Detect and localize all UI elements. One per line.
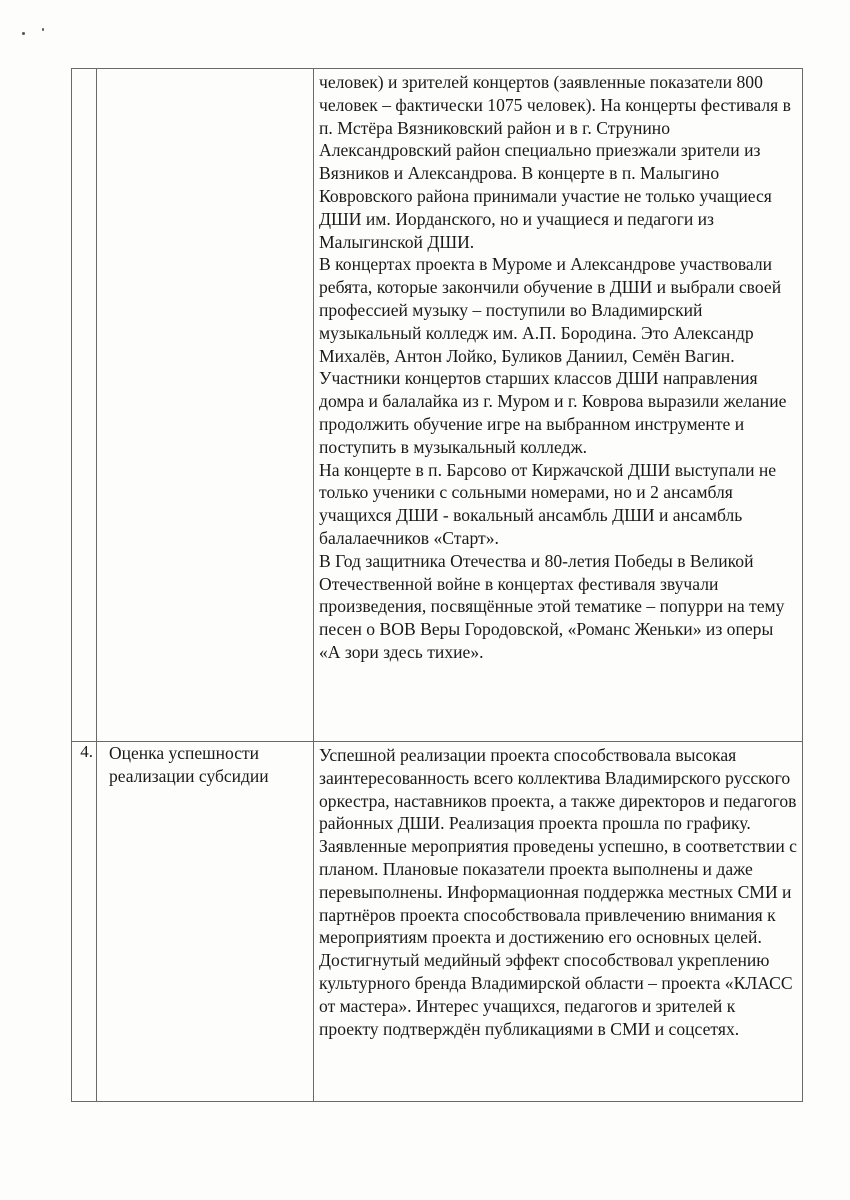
row-label: Оценка успешности реализации субсидии [109,743,269,786]
paragraph: Участники концертов старших классов ДШИ направления домра и балалайка из г. Муром и г. Коврова выразили желание продолжить обучение игре на выбранном инструменте и поступить в музыкальный колледж. [319,368,787,457]
row-content-cell [314,742,803,1102]
table-row [72,742,803,1102]
row-content [314,69,802,670]
report-table [71,68,803,1102]
row-label-cell [97,742,314,1102]
row-content [314,742,802,1046]
scan-speck [22,32,25,35]
paragraph: человек) и зрителей концертов (заявленные показатели 800 человек – фактически 1075 человек). На концерты фестиваля в п. Мстёра Вязниковский район и в г. Струнино Александровский район специально приезжали зрители из Вязников и Александрова. В концерте в п. Малыгино Ковровского района принимали участие не только учащиеся ДШИ им. Иорданского, но и учащиеся и педагоги из Малыгинской ДШИ. [319,72,791,252]
paragraph: Успешной реализации проекта способствовала высокая заинтересованность всего коллектива Владимирского русского оркестра, наставников проекта, а также директоров и педагогов районных ДШИ. Реализация проекта прошла по графику. Заявленные мероприятия проведены успешно, в соответствии с планом. Плановые показатели проекта выполнены и даже перевыполнены. Информационная поддержка местных СМИ и партнёров проекта способствовала привлечению внимания к мероприятиям проекта и достижению его основных целей. Достигнутый медийный эффект способствовал укреплению культурного бренда Владимирской области – проекта «КЛАСС от мастера». Интерес учащихся, педагогов и зрителей к проекту подтверждён публикациями в СМИ и соцсетях. [319,745,797,1039]
paragraph: В Год защитника Отечества и 80-летия Победы в Великой Отечественной войне в концертах фестиваля звучали произведения, посвящённые этой тематике – попурри на тему песен о ВОВ Веры Городовской, «Романс Женьки» из оперы «А зори здесь тихие». [319,550,785,662]
row-number-cell [72,69,97,742]
row-number: 4. [80,742,93,761]
paragraph: В концертах проекта в Муроме и Александрове участвовали ребята, которые закончили обучение в ДШИ и выбрали своей профессией музыку – поступили во Владимирский музыкальный колледж им. А.П. Бородина. Это Александр Михалёв, Антон Лойко, Буликов Даниил, Семён Вагин. [319,254,782,366]
paragraph: На концерте в п. Барсово от Киржачской ДШИ выступали не только ученики с сольными номерами, но и 2 ансамбля учащихся ДШИ - вокальный ансамбль ДШИ и ансамбль балалаечников «Старт». [319,459,777,548]
row-number-cell [72,742,97,1102]
table-row [72,69,803,742]
scan-speck [42,28,44,31]
row-content-cell [314,69,803,742]
row-label-cell [97,69,314,742]
